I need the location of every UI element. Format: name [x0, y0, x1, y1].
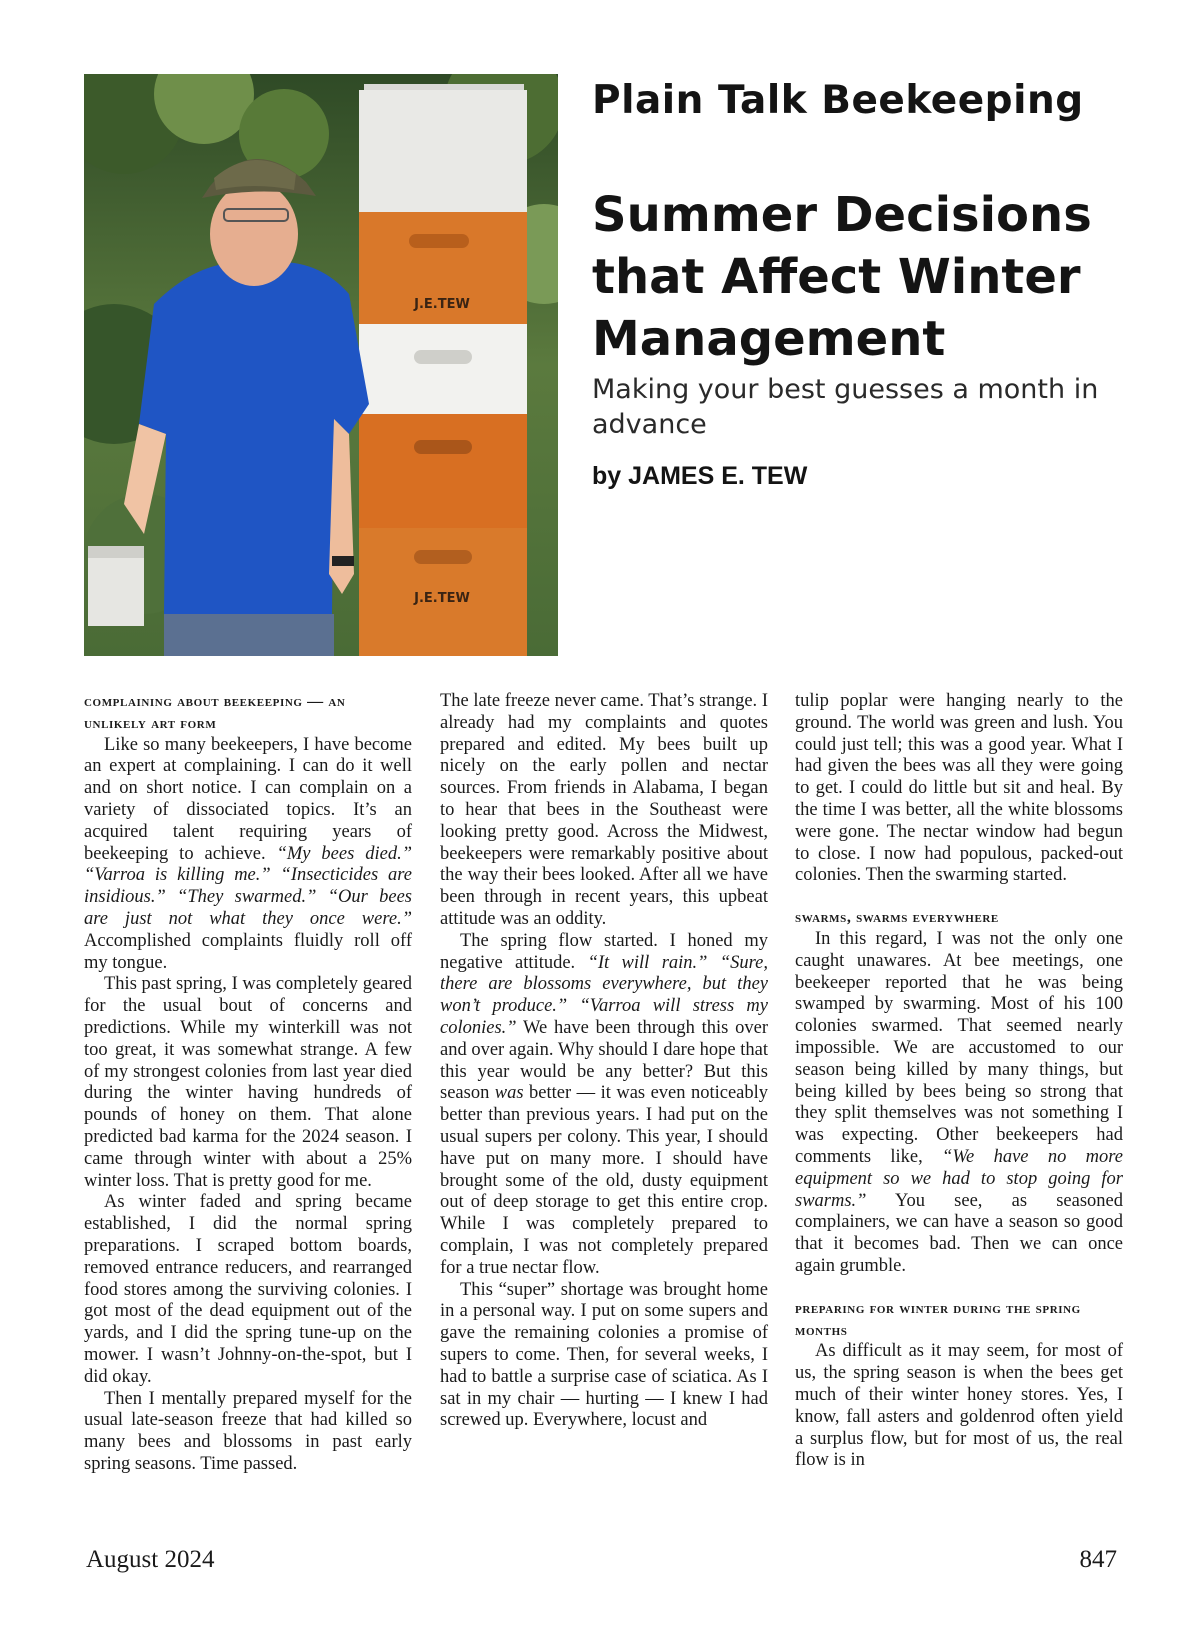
hive-label-bottom: J.E.TEW — [414, 591, 470, 606]
paragraph: tulip poplar were hanging nearly to the ground. The world was green and lush. You could just tell; this was a good year. What I had given the bees was all they were going to get. I could do little but sit and heal. By the time I was better, all the white blossoms were gone. The nectar window had begun to close. I now had populous, packed-out colonies. Then the swarming started. — [795, 691, 1123, 886]
text-column-1 — [84, 691, 412, 1476]
quote-text: “My bees died.” “Varroa is killing me.” “Insecticides are insidious.” “They swarmed.” “Our bees are just not what they once were.” — [84, 843, 412, 929]
beekeeper-with-hives-image — [84, 74, 558, 656]
article-headline: Summer Decisions that Affect Winter Management — [592, 187, 1092, 367]
text-column-3 — [795, 691, 1123, 1472]
paragraph-text: In this regard, I was not the only one caught unawares. At bee meetings, one beekeeper reported that he was being swamped by swarming. Most of his 100 colonies swarmed. That seemed nearly impossible. We are accustomed to our season being killed by many things, but being killed by bees being so strong that they split themselves was not something I was expecting. Other beekeepers had comments like, — [795, 928, 1123, 1167]
quote-text: “It will rain.” “Sure, there are blossoms everywhere, but they won’t produce.” “Varroa will stress my colonies.” — [440, 952, 768, 1038]
paragraph — [795, 929, 1123, 1278]
paragraph: The late freeze never came. That’s strange. I already had my complaints and quotes prepared and edited. My bees built up nicely on the early pollen and nectar sources. From friends in Alabama, I began to hear that bees in the Southeast were looking pretty good. Across the Midwest, beekeepers were remarkably positive about the way their bees looked. After all we have been through in recent years, this upbeat attitude was an oddity. — [440, 691, 768, 929]
section-heading-swarms: swarms, swarms everywhere — [795, 909, 999, 927]
paragraph-text: Like so many beekeepers, I have become an expert at complaining. I can do it well and on short notice. I can complain on a variety of dissociated topics. It’s an acquired talent requiring years of beekeeping to achieve. — [84, 734, 412, 864]
paragraph: This past spring, I was completely geared for the usual bout of concerns and predictions. While my winterkill was not too great, it was somewhat strange. A few of my strongest colonies from last year died during the winter having hundreds of pounds of honey on them. That alone predicted bad karma for the 2024 season. I came through winter with about a 25% winter loss. That is pretty good for me. — [84, 974, 412, 1191]
quote-text: “We have no more equipment so we had to stop going for swarms.” — [795, 1146, 1123, 1211]
paragraph-text: You see, as seasoned complainers, we can have a season so good that it becomes bad. Then we can once again grumble. — [795, 1190, 1123, 1276]
issue-date: August 2024 — [86, 1546, 215, 1573]
article-dek: Making your best guesses a month in advance — [592, 374, 1099, 440]
author-photo — [84, 74, 558, 656]
paragraph — [440, 931, 768, 1280]
paragraph: This “super” shortage was brought home in a personal way. I put on some supers and gave the remaining colonies a promise of supers to come. Then, for several weeks, I had to battle a surprise case of sciatica. As I sat in my chair — hurting — I knew I had screwed up. Everywhere, locust and — [440, 1279, 768, 1431]
hive-label-top: J.E.TEW — [414, 297, 470, 312]
byline: by JAMES E. TEW — [592, 462, 808, 490]
page-number: 847 — [1079, 1546, 1117, 1573]
paragraph: Then I mentally prepared myself for the usual late-season freeze that had killed so many bees and blossoms in past early spring seasons. Time passed. — [84, 1388, 412, 1474]
paragraph-text: Accomplished complaints fluidly roll off my tongue. — [84, 930, 412, 973]
paragraph: As winter faded and spring became established, I did the normal spring preparations. I scraped bottom boards, removed entrance reducers, and rearranged food stores among the surviving colonies. I got most of the dead equipment out of the yards, and I did the spring tune-up on the mower. I wasn’t Johnny-on-the-spot, but I did okay. — [84, 1192, 412, 1387]
emphasis-text: was — [494, 1083, 524, 1104]
paragraph: As difficult as it may seem, for most of us, the spring season is when the bees get much of their winter honey stores. Yes, I know, fall asters and goldenrod often yield a surplus flow, but for most of us, the real flow is in — [795, 1341, 1123, 1471]
paragraph — [84, 735, 412, 975]
text-column-2 — [440, 691, 768, 1432]
series-title: Plain Talk Beekeeping — [592, 78, 1084, 123]
paragraph-text: The spring flow started. I honed my negative attitude. — [440, 930, 768, 973]
section-heading-complaining: complaining about beekeeping — an unlikely art form — [84, 693, 346, 732]
paragraph-text: better — it was even noticeably better than previous years. I had put on the usual supers per colony. This year, I should have put on many more. I should have brought some of the old, dusty equipment out of deep storage to get this entire crop. While I was completely prepared to complain, I was not completely prepared for a true nectar flow. — [440, 1083, 769, 1278]
section-heading-preparing: preparing for winter during the spring months — [795, 1299, 1081, 1339]
paragraph-text: We have been through this over and over again. Why should I dare hope that this year would be any better? But this season — [440, 1017, 768, 1104]
